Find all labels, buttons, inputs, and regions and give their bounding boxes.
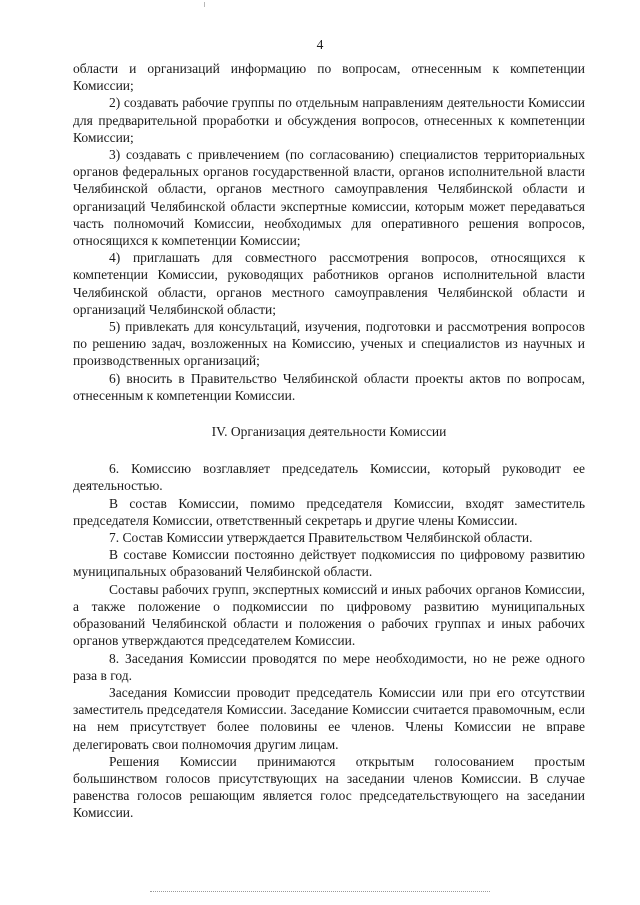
list-item-5: 5) привлекать для консультаций, изучения, подготовки и рассмотрения вопросов по решению задач, возложенных на Комиссию, ученых и специалистов из научных и производственных организаций; — [73, 319, 585, 369]
paragraph-7: 7. Состав Комиссии утверждается Правительством Челябинской области. — [109, 530, 533, 546]
scan-speck — [204, 2, 205, 7]
paragraph-meetings: Заседания Комиссии проводит председатель Комиссии или при его отсутствии заместитель председателя Комиссии. Заседание Комиссии считается правомочным, если на нем присутствует более половины ее членов. Члены Комиссии не вправе делегировать свои полномочия другим лицам. — [73, 684, 585, 752]
list-item-2: 2) создавать рабочие группы по отдельным направлениям деятельности Комиссии для предварительной проработки и обсуждения вопросов, отнесенных к компетенции Комиссии; — [73, 95, 585, 145]
list-item-4: 4) приглашать для совместного рассмотрения вопросов, относящихся к компетенции Комиссии, руководящих работников органов исполнительной власти Челябинской области, органов местного самоуправления Челябинской области и организаций Челябинской области; — [73, 250, 585, 317]
paragraph-decisions: Решения Комиссии принимаются открытым голосованием простым большинством голосов присутствующих на заседании членов Комиссии. В случае равенства голосов решающим является голос председательствующего на заседании Комиссии. — [73, 753, 585, 821]
paragraph-working-groups: Составы рабочих групп, экспертных комиссий и иных рабочих органов Комиссии, а также положение о подкомиссии по цифровому развитию муниципальных образований Челябинской области и положения о рабочих группах и иных рабочих органов утверждаются председателем Комиссии. — [73, 581, 585, 649]
document-body — [73, 60, 585, 822]
paragraph-8: 8. Заседания Комиссии проводятся по мере необходимости, но не реже одного раза в год. — [73, 650, 585, 683]
paragraph-6: 6. Комиссию возглавляет председатель Комиссии, который руководит ее деятельностью. — [73, 461, 585, 494]
page-number: 4 — [316, 37, 324, 52]
paragraph-continuation: области и организаций информацию по вопросам, отнесенным к компетенции Комиссии; — [73, 61, 585, 94]
list-item-3: 3) создавать с привлечением (по согласованию) специалистов территориальных органов федеральных органов государственной власти, органов исполнительной власти Челябинской области, органов местного самоуправления Челябинской области и организаций Челябинской области экспертные комиссии, которым может передаваться часть полномочий Комиссии, необходимых для оперативного решения вопросов, относящихся к компетенции Комиссии; — [73, 147, 585, 249]
paragraph-composition: В состав Комиссии, помимо председателя Комиссии, входят заместитель председателя Комиссии, ответственный секретарь и другие члены Комиссии. — [73, 495, 585, 528]
bottom-dotted-rule — [150, 891, 490, 892]
section-heading: IV. Организация деятельности Комиссии — [211, 424, 447, 440]
list-item-6: 6) вносить в Правительство Челябинской области проекты актов по вопросам, отнесенным к компетенции Комиссии. — [73, 370, 585, 403]
paragraph-subcommission: В составе Комиссии постоянно действует подкомиссия по цифровому развитию муниципальных образований Челябинской области. — [73, 547, 585, 580]
